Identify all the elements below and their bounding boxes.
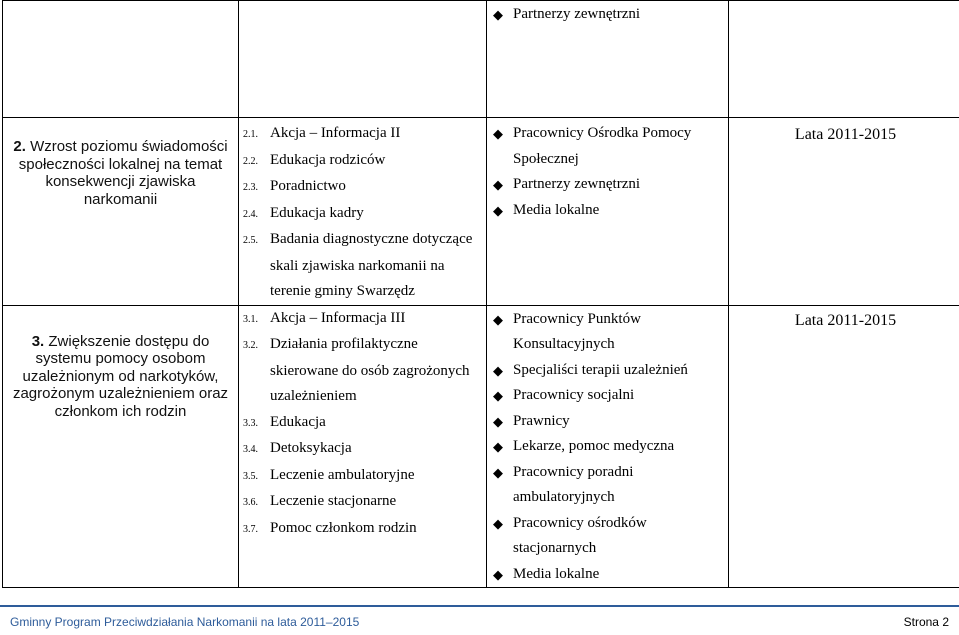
task-text-continued: uzależnieniem [239,384,486,410]
task-item [239,201,486,228]
goal-text: Zwiększenie dostępu do systemu pomocy osobom uzależnionym od narkotyków, zagrożonym uzależnieniem oraz członkom ich rodzin [13,333,228,420]
task-item [239,332,486,359]
task-item [239,121,486,148]
task-text-continued: skierowane do osób zagrożonych [239,359,486,385]
bullet-icon: ◆ [493,307,503,333]
task-text: Badania diagnostyczne dotyczące [270,231,472,247]
task-item [239,148,486,175]
task-number: 3.7. [243,517,270,543]
tasks-cell [239,305,487,588]
executors-cell [487,118,729,306]
goal-3: 3. Zwiększenie dostępu do systemu pomocy osobom uzależnionym od narkotyków, zagrożonym uzależnieniem oraz członkom ich rodzin [3,333,238,421]
task-item [239,410,486,437]
task-text: Leczenie stacjonarne [270,493,396,509]
task-item [239,306,486,333]
task-number: 3.4. [243,437,270,463]
task-text: Poradnictwo [270,178,346,194]
goal-cell [3,118,239,306]
years-cell [729,118,959,306]
task-text: Akcja – Informacja III [270,310,405,326]
task-number: 2.1. [243,122,270,148]
task-text-continued: terenie gminy Swarzędz [239,279,486,305]
task-text: Leczenie ambulatoryjne [270,467,415,483]
executor-item [487,198,728,224]
bullet-icon: ◆ [493,434,503,460]
executor-item [487,358,728,384]
executor-text: Pracownicy socjalni [513,387,634,403]
bullet-icon: ◆ [493,511,503,537]
bullet-icon: ◆ [493,460,503,486]
task-number: 2.4. [243,202,270,228]
page-footer [0,605,959,635]
bullet-icon: ◆ [493,121,503,147]
executors-cell [487,1,729,118]
executor-text-continued: Konsultacyjnych [487,332,728,358]
executor-item [487,383,728,409]
executor-text: Specjaliści terapii uzależnień [513,362,688,378]
task-number: 2.5. [243,228,270,254]
task-text: Detoksykacja [270,440,352,456]
executor-item [487,121,728,147]
executor-text: Media lokalne [513,202,599,218]
tasks-cell [239,118,487,306]
executor-item [487,511,728,537]
executor-text: Lekarze, pomoc medyczna [513,438,674,454]
executor-text: Pracownicy poradni [513,464,633,480]
bullet-icon: ◆ [493,2,503,28]
task-item [239,463,486,490]
task-text: Pomoc członkom rodzin [270,520,417,536]
executor-text: Pracownicy Ośrodka Pomocy [513,125,691,141]
task-number: 3.6. [243,490,270,516]
task-item [239,489,486,516]
goal-2: 2. Wzrost poziomu świadomości społeczności lokalnej na temat konsekwencji zjawiska narkomanii [3,138,238,208]
empty-cell [729,1,959,118]
task-number: 2.3. [243,175,270,201]
task-text-continued: skali zjawiska narkomanii na [239,254,486,280]
years-cell [729,305,959,588]
executor-text-continued: ambulatoryjnych [487,485,728,511]
executor-text: Media lokalne [513,566,599,582]
bullet-icon: ◆ [493,358,503,384]
task-text: Edukacja kadry [270,205,364,221]
executor-item [487,307,728,333]
list-item: ◆ Partnerzy zewnętrzni [487,2,728,28]
executor-text: Pracownicy ośrodków [513,515,647,531]
bullet-icon: ◆ [493,409,503,435]
task-item [239,227,486,254]
task-text: Edukacja [270,414,326,430]
page-number: Strona 2 [904,615,949,629]
task-text: Edukacja rodziców [270,152,385,168]
empty-cell [3,1,239,118]
executor-text-continued: stacjonarnych [487,536,728,562]
program-table [2,0,959,588]
executor-text-continued: Społecznej [487,147,728,173]
task-number: 3.2. [243,333,270,359]
executor-item [487,562,728,588]
executor-text: Partnerzy zewnętrzni [513,176,640,192]
executor-item [487,172,728,198]
bullet-icon: ◆ [493,562,503,588]
task-text: Działania profilaktyczne [270,336,418,352]
task-number: 2.2. [243,149,270,175]
bullet-icon: ◆ [493,383,503,409]
executor-text: Prawnicy [513,413,570,429]
years-text: Lata 2011-2015 [729,308,959,334]
task-item [239,174,486,201]
task-text: Akcja – Informacja II [270,125,400,141]
bullet-icon: ◆ [493,172,503,198]
years-text: Lata 2011-2015 [729,122,959,148]
task-number: 3.1. [243,307,270,333]
executor-item [487,434,728,460]
executor-text: Pracownicy Punktów [513,311,641,327]
task-number: 3.3. [243,411,270,437]
executor-item [487,409,728,435]
task-item [239,516,486,543]
task-item [239,436,486,463]
empty-cell [239,1,487,118]
executor-item [487,460,728,486]
task-number: 3.5. [243,464,270,490]
goal-text: Wzrost poziomu świadomości społeczności lokalnej na temat konsekwencji zjawiska narkomanii [19,138,228,208]
footer-title: Gminny Program Przeciwdziałania Narkomanii na lata 2011–2015 [10,615,359,629]
bullet-icon: ◆ [493,198,503,224]
goal-cell [3,305,239,588]
executors-cell [487,305,729,588]
